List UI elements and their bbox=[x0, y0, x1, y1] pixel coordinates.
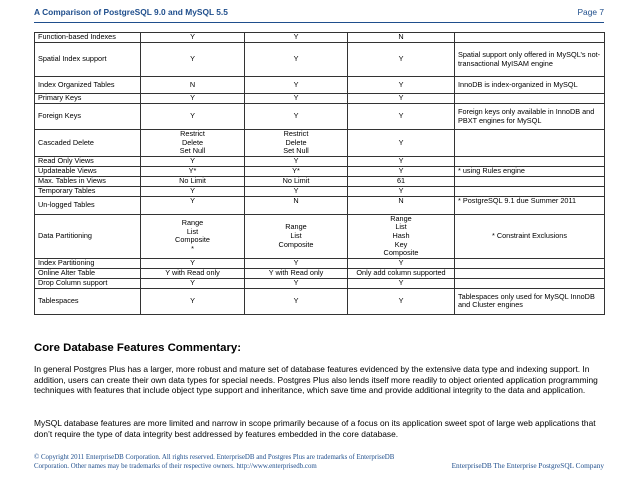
value-line: Y bbox=[293, 32, 299, 42]
feature-cell: Drop Column support bbox=[35, 278, 141, 288]
note-cell bbox=[455, 33, 605, 43]
value-line: Y bbox=[293, 156, 299, 165]
table-row bbox=[35, 94, 605, 104]
comparison-table bbox=[34, 32, 605, 315]
table-row bbox=[35, 43, 605, 77]
value-line: Y bbox=[398, 111, 404, 121]
feature-cell: Un-logged Tables bbox=[35, 196, 141, 214]
feature-cell: Foreign Keys bbox=[35, 104, 141, 130]
note-cell bbox=[455, 94, 605, 104]
value-cell bbox=[348, 77, 455, 94]
table-row bbox=[35, 186, 605, 196]
value-line: Y bbox=[293, 79, 299, 89]
feature-cell: Spatial Index support bbox=[35, 43, 141, 77]
feature-cell: Online Alter Table bbox=[35, 268, 141, 278]
table-row bbox=[35, 258, 605, 268]
value-line: No Limit bbox=[179, 176, 206, 185]
value-line: Y bbox=[293, 295, 299, 305]
feature-cell: Cascaded Delete bbox=[35, 130, 141, 157]
note-cell: Foreign keys only available in InnoDB and PBXT engines for MySQL bbox=[455, 104, 605, 130]
value-cell bbox=[348, 214, 455, 258]
value-line: List bbox=[395, 222, 407, 232]
table-row bbox=[35, 196, 605, 214]
value-line: Range bbox=[390, 214, 412, 223]
company-tagline: EnterpriseDB The Enterprise PostgreSQL Company bbox=[451, 461, 604, 470]
copyright-notice: © Copyright 2011 EnterpriseDB Corporation. All rights reserved. EnterpriseDB and Postgres Plus are trademarks of EnterpriseDB Corporation. Other names may be trademarks of their respective owners. http://www.enterprisedb.com bbox=[34, 454, 395, 471]
value-cell bbox=[348, 186, 455, 196]
value-line: Y bbox=[190, 278, 195, 287]
value-line: Restrict bbox=[283, 129, 309, 138]
note-cell: InnoDB is index-organized in MySQL bbox=[455, 77, 605, 94]
value-line: Y bbox=[398, 156, 404, 165]
value-line: Range bbox=[181, 218, 204, 228]
value-line: Y bbox=[398, 258, 404, 267]
value-line: Y bbox=[293, 93, 299, 103]
value-cell bbox=[245, 214, 348, 258]
feature-cell: Primary Keys bbox=[35, 94, 141, 104]
value-cell bbox=[141, 166, 245, 176]
value-cell bbox=[141, 186, 245, 196]
value-line: N bbox=[293, 196, 299, 205]
value-cell bbox=[348, 258, 455, 268]
value-cell bbox=[245, 94, 348, 104]
value-cell bbox=[141, 130, 245, 157]
value-cell bbox=[348, 196, 455, 214]
table-row bbox=[35, 156, 605, 166]
header-rule bbox=[34, 22, 604, 23]
value-line: Y bbox=[398, 166, 404, 175]
value-cell bbox=[141, 94, 245, 104]
feature-cell: Index Partitioning bbox=[35, 258, 141, 268]
value-line: Delete bbox=[181, 137, 204, 147]
commentary-paragraph: In general Postgres Plus has a larger, more robust and mature set of database features evidenced by the extensive data type and indexing support. In addition, users can create their own data types for special needs. Postgres Plus also lends itself more readily to object oriented application programming techniques with features that include object type support and inheritance, which save time and provide additional integrity to the data and application. bbox=[34, 364, 598, 396]
value-line: Restrict bbox=[180, 129, 205, 138]
value-cell bbox=[245, 268, 348, 278]
value-line: Y bbox=[398, 295, 404, 305]
table-row bbox=[35, 33, 605, 43]
value-cell bbox=[141, 196, 245, 214]
value-line: Composite bbox=[175, 235, 210, 245]
table-row bbox=[35, 166, 605, 176]
value-line: Set Null bbox=[283, 146, 309, 156]
value-line: Delete bbox=[285, 137, 307, 147]
value-cell bbox=[348, 43, 455, 77]
value-line: Y bbox=[190, 156, 195, 165]
value-cell bbox=[141, 176, 245, 186]
value-line: Only add column supported bbox=[356, 268, 446, 277]
feature-cell: Max. Tables in Views bbox=[35, 176, 141, 186]
value-cell bbox=[141, 258, 245, 268]
value-line: Y bbox=[190, 186, 195, 195]
value-cell bbox=[348, 104, 455, 130]
value-cell bbox=[141, 33, 245, 43]
value-line: Y bbox=[398, 278, 404, 287]
value-line: Y* bbox=[292, 166, 300, 175]
value-cell bbox=[245, 166, 348, 176]
feature-cell: Function-based Indexes bbox=[35, 33, 141, 43]
value-cell bbox=[348, 288, 455, 314]
table-row bbox=[35, 214, 605, 258]
value-line: Y bbox=[293, 258, 299, 267]
note-cell: Tablespaces only used for MySQL InnoDB and Cluster engines bbox=[455, 288, 605, 314]
value-cell bbox=[348, 278, 455, 288]
note-cell bbox=[455, 176, 605, 186]
value-line: Y bbox=[398, 79, 404, 89]
value-cell bbox=[348, 94, 455, 104]
value-line: 61 bbox=[396, 176, 406, 185]
value-line: No Limit bbox=[282, 176, 310, 185]
value-cell bbox=[348, 166, 455, 176]
value-line: Y bbox=[293, 278, 299, 287]
value-cell bbox=[348, 130, 455, 157]
value-cell bbox=[245, 156, 348, 166]
value-line: Y bbox=[398, 54, 404, 64]
note-cell bbox=[455, 278, 605, 288]
value-line: List bbox=[290, 230, 302, 240]
value-line: List bbox=[186, 226, 199, 236]
value-line: Y bbox=[398, 137, 404, 147]
value-line: Y bbox=[190, 258, 195, 267]
value-cell bbox=[141, 278, 245, 288]
value-line: Y bbox=[293, 186, 299, 195]
note-cell: * Constraint Exclusions bbox=[455, 214, 605, 258]
value-cell bbox=[141, 43, 245, 77]
value-cell bbox=[348, 156, 455, 166]
table-row bbox=[35, 104, 605, 130]
feature-cell: Tablespaces bbox=[35, 288, 141, 314]
feature-cell: Temporary Tables bbox=[35, 186, 141, 196]
value-cell bbox=[348, 33, 455, 43]
page-header bbox=[34, 4, 604, 20]
note-cell bbox=[455, 186, 605, 196]
feature-cell: Index Organized Tables bbox=[35, 77, 141, 94]
note-cell: Spatial support only offered in MySQL’s not-transactional MyISAM engine bbox=[455, 43, 605, 77]
value-cell bbox=[245, 258, 348, 268]
value-cell bbox=[348, 176, 455, 186]
value-line: N bbox=[189, 79, 196, 89]
table-row bbox=[35, 278, 605, 288]
value-line: Hash bbox=[392, 230, 410, 240]
value-line: Y bbox=[190, 295, 195, 305]
value-cell bbox=[141, 104, 245, 130]
section-heading: Core Database Features Commentary: bbox=[34, 342, 242, 354]
value-line: Y bbox=[190, 93, 195, 103]
value-cell bbox=[245, 288, 348, 314]
note-cell bbox=[455, 258, 605, 268]
value-line: * bbox=[191, 243, 194, 253]
note-cell: * PostgreSQL 9.1 due Summer 2011 bbox=[455, 196, 605, 214]
value-cell bbox=[245, 104, 348, 130]
value-line: Y bbox=[398, 93, 404, 103]
value-line: N bbox=[398, 32, 404, 42]
value-line: Y bbox=[190, 111, 195, 121]
value-cell bbox=[245, 186, 348, 196]
page-number: Page 7 bbox=[577, 7, 604, 17]
commentary-paragraph: MySQL database features are more limited and narrow in scope primarily because of a focus on its application sweet spot of large web applications that don’t require the type of data integrity best addressed by features embedded in the core database. bbox=[34, 418, 596, 439]
value-line: Y with Read only bbox=[268, 268, 324, 277]
value-cell bbox=[348, 268, 455, 278]
value-line: Composite bbox=[383, 248, 419, 258]
value-cell bbox=[141, 214, 245, 258]
value-line: Y bbox=[190, 196, 195, 205]
value-cell bbox=[141, 288, 245, 314]
value-line: Y bbox=[190, 32, 195, 42]
value-cell bbox=[245, 33, 348, 43]
value-cell bbox=[245, 130, 348, 157]
value-line: Key bbox=[394, 239, 408, 249]
document-title: A Comparison of PostgreSQL 9.0 and MySQL 5.5 bbox=[34, 7, 228, 17]
value-cell bbox=[141, 77, 245, 94]
value-line: Y bbox=[190, 54, 195, 64]
value-cell bbox=[245, 77, 348, 94]
table-row bbox=[35, 77, 605, 94]
table-row bbox=[35, 130, 605, 157]
table-row bbox=[35, 288, 605, 314]
value-line: Y* bbox=[188, 166, 197, 175]
feature-cell: Updateable Views bbox=[35, 166, 141, 176]
value-line: Y bbox=[293, 111, 299, 121]
value-cell bbox=[141, 156, 245, 166]
table-row bbox=[35, 268, 605, 278]
value-cell bbox=[245, 176, 348, 186]
value-line: N bbox=[398, 196, 404, 205]
value-cell bbox=[141, 268, 245, 278]
note-cell bbox=[455, 156, 605, 166]
value-line: Y with Read only bbox=[165, 268, 220, 277]
note-cell bbox=[455, 130, 605, 157]
value-cell bbox=[245, 43, 348, 77]
value-cell bbox=[245, 278, 348, 288]
value-line: Y bbox=[398, 186, 404, 195]
note-cell: * using Rules engine bbox=[455, 166, 605, 176]
feature-cell: Read Only Views bbox=[35, 156, 141, 166]
value-line: Composite bbox=[278, 239, 314, 249]
value-cell bbox=[245, 196, 348, 214]
value-line: Range bbox=[285, 222, 307, 232]
note-cell bbox=[455, 268, 605, 278]
value-line: Y bbox=[293, 54, 299, 64]
value-line: Set Null bbox=[179, 146, 206, 156]
table-row bbox=[35, 176, 605, 186]
feature-cell: Data Partitioning bbox=[35, 214, 141, 258]
